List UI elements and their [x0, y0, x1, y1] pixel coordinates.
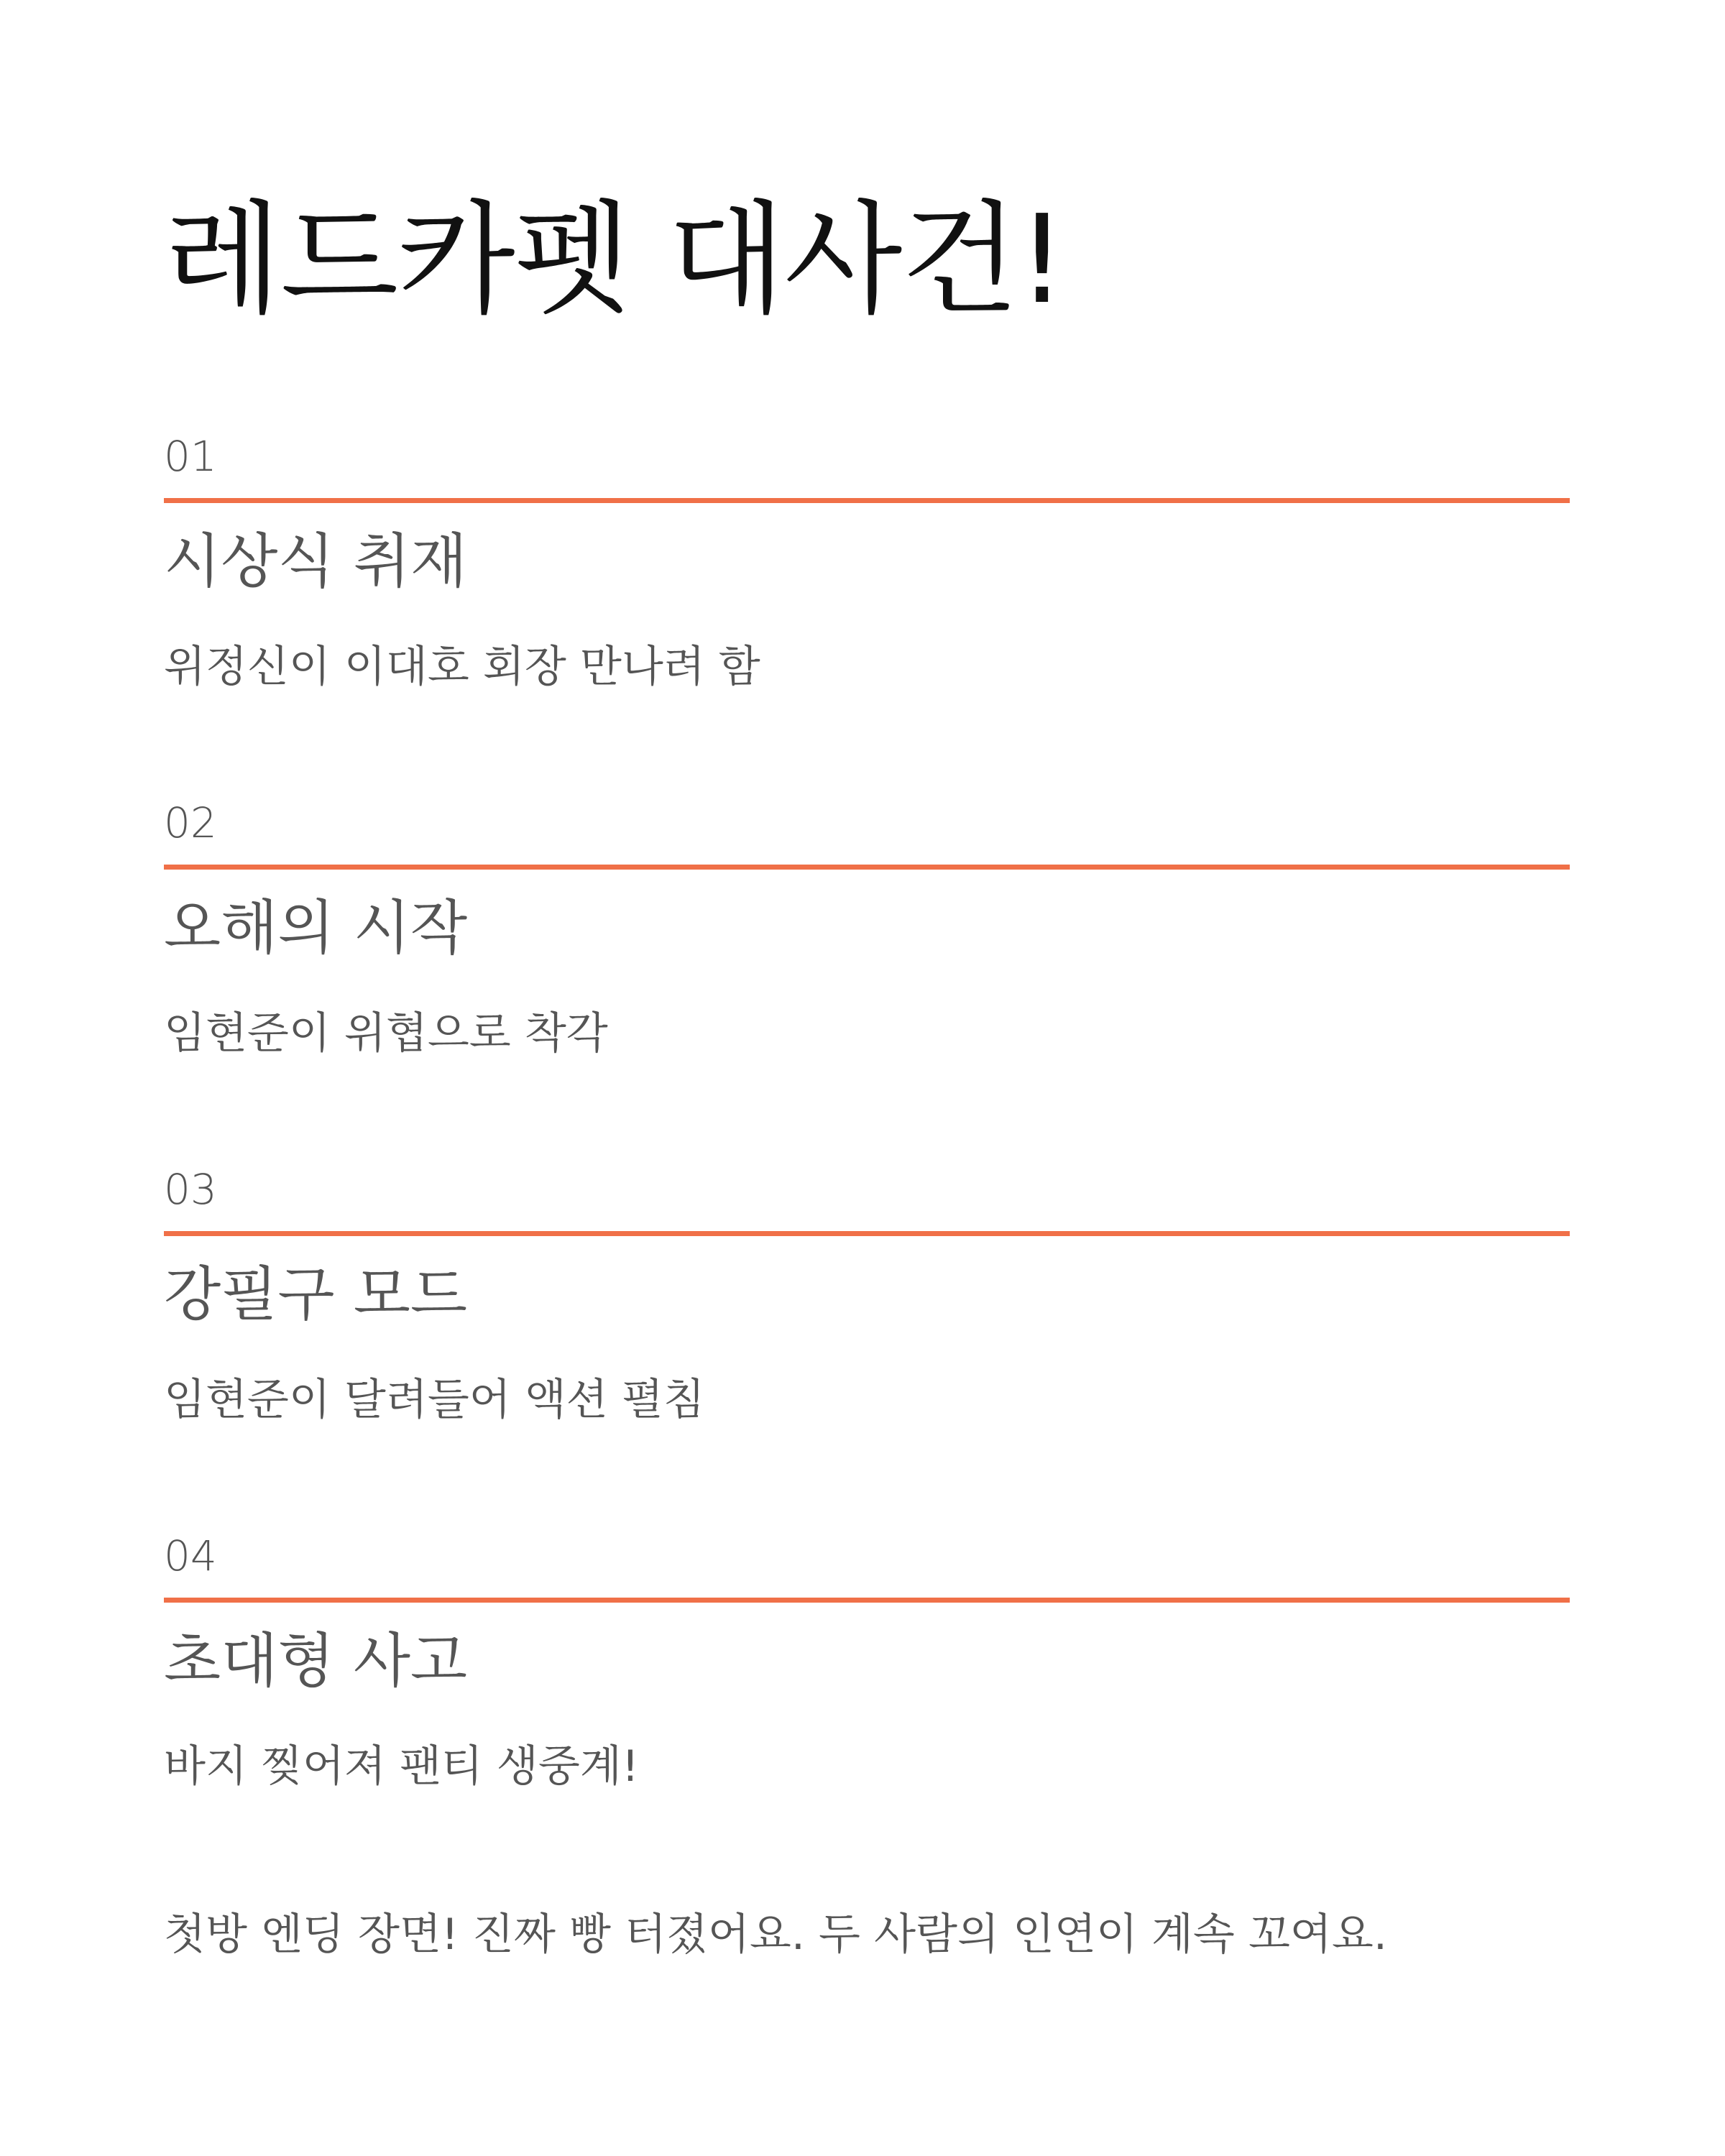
section-number: 04: [164, 1531, 217, 1580]
section-description: 위정신이 이대호 회장 만나려 함: [164, 642, 760, 692]
section-divider: [164, 865, 1570, 870]
section-heading: 오해의 시작: [164, 894, 468, 962]
section-divider: [164, 1231, 1570, 1236]
section-heading: 초대형 사고: [164, 1627, 468, 1695]
section-divider: [164, 1598, 1570, 1603]
section-description: 바지 찢어져 팬티 생중계!: [164, 1741, 639, 1792]
section-number: 01: [164, 432, 217, 481]
footer-note: 첫방 엔딩 장면! 진짜 빵 터졌어요. 두 사람의 인연이 계속 꼬여요.: [164, 1909, 1387, 1960]
section-description: 임현준이 달려들어 액션 펼침: [164, 1375, 705, 1425]
section-divider: [164, 498, 1570, 503]
section-heading: 시상식 취재: [164, 528, 468, 596]
section-heading: 강필구 모드: [164, 1261, 468, 1329]
section-number: 02: [164, 798, 217, 847]
section-number: 03: [164, 1165, 217, 1214]
section-description: 임현준이 위협으로 착각: [164, 1008, 608, 1059]
page-title: 레드카펫 대사건!: [164, 189, 1065, 331]
